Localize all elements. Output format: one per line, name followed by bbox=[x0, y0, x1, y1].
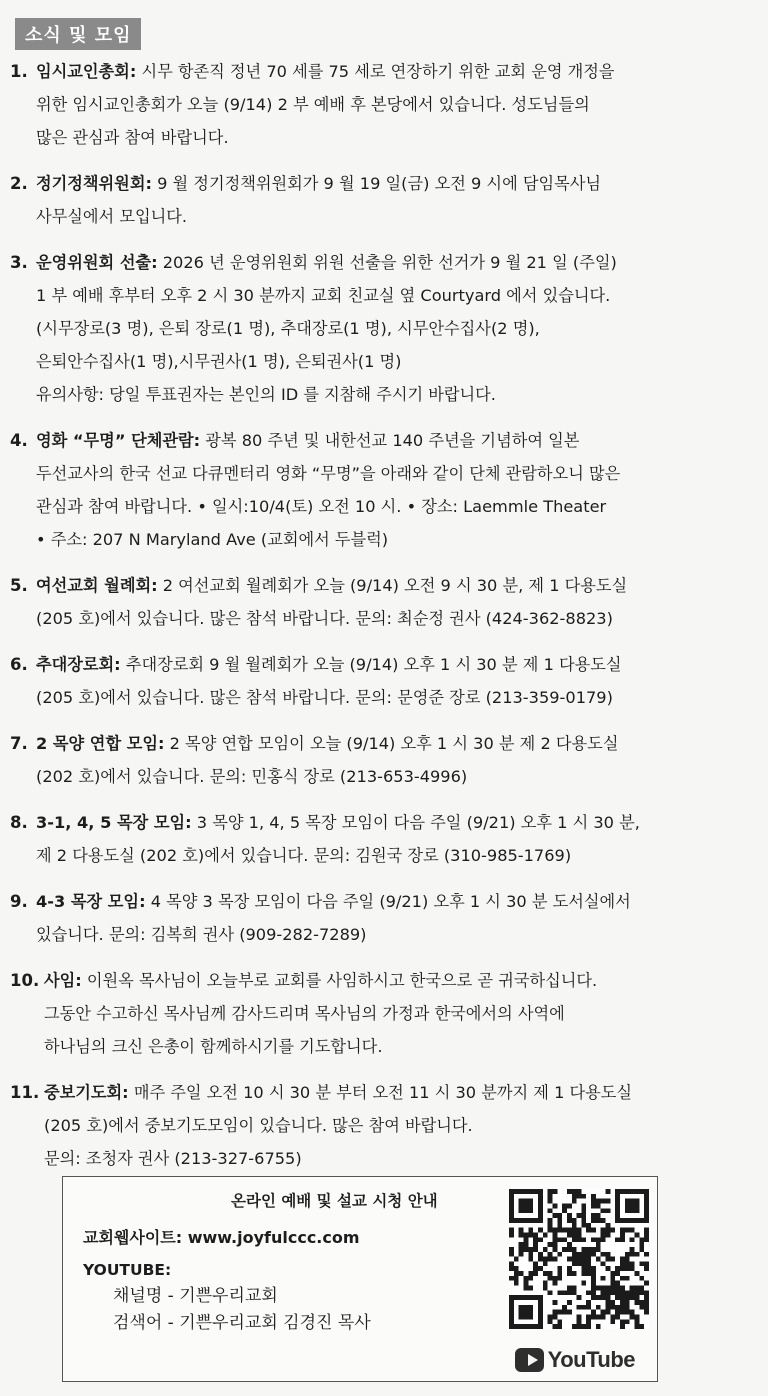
item-line bbox=[36, 648, 736, 681]
announcement-item bbox=[10, 964, 736, 1063]
item-title: 중보기도회: bbox=[44, 1083, 129, 1102]
item-line: (205 호)에서 있습니다. 많은 참석 바랍니다. 문의: 최순정 권사 (424-362-8823) bbox=[36, 609, 613, 628]
item-title: 임시교인총회: bbox=[36, 62, 137, 81]
item-line bbox=[44, 964, 736, 997]
item-title: 여선교회 월례회: bbox=[36, 576, 158, 595]
item-line: (202 호)에서 있습니다. 문의: 민홍식 장로 (213-653-4996) bbox=[36, 767, 468, 786]
item-title: 4-3 목장 모임: bbox=[36, 892, 146, 911]
item-text: 추대장로회 9 월 월례회가 오늘 (9/14) 오후 1 시 30 분 제 1 다용도실 bbox=[120, 655, 622, 674]
item-title: 추대장로회: bbox=[36, 655, 121, 674]
item-line: 사무실에서 모입니다. bbox=[36, 207, 188, 226]
announcement-item bbox=[10, 424, 736, 556]
item-number: 5. bbox=[10, 576, 28, 595]
item-body bbox=[36, 648, 736, 714]
item-title: 운영위원회 선출: bbox=[36, 253, 158, 272]
item-number: 9. bbox=[10, 892, 28, 911]
item-body bbox=[36, 246, 736, 411]
item-line bbox=[36, 55, 736, 88]
item-line bbox=[36, 246, 736, 279]
item-number: 3. bbox=[10, 253, 28, 272]
item-body bbox=[36, 727, 736, 793]
item-line bbox=[36, 424, 736, 457]
youtube-play-icon bbox=[515, 1348, 544, 1372]
item-title: 정기정책위원회: bbox=[36, 174, 152, 193]
item-body bbox=[36, 569, 736, 635]
section-header: 소식 및 모임 bbox=[15, 18, 141, 50]
item-body bbox=[44, 964, 736, 1063]
website-link[interactable]: 교회웹사이트: www.joyfulccc.com bbox=[83, 1228, 360, 1247]
announcement-item bbox=[10, 648, 736, 714]
item-number: 10. bbox=[10, 971, 40, 990]
qr-code-icon[interactable] bbox=[509, 1187, 649, 1331]
item-text: 9 월 정기정책위원회가 9 월 19 일(금) 오전 9 시에 담임목사님 bbox=[151, 174, 602, 193]
item-number: 4. bbox=[10, 431, 28, 450]
item-text: 4 목양 3 목장 모임이 다음 주일 (9/21) 오후 1 시 30 분 도서실에서 bbox=[145, 892, 631, 911]
youtube-info bbox=[113, 1283, 371, 1337]
item-text: 2026 년 운영위원회 위원 선출을 위한 선거가 9 월 21 일 (주일) bbox=[157, 253, 617, 272]
announcement-item bbox=[10, 885, 736, 951]
item-line bbox=[36, 167, 736, 200]
item-line: 유의사항: 당일 투표권자는 본인의 ID 를 지참해 주시기 바랍니다. bbox=[36, 385, 496, 404]
search-term: 검색어 - 기쁜우리교회 김경진 목사 bbox=[113, 1313, 371, 1333]
item-text: 매주 주일 오전 10 시 30 분 부터 오전 11 시 30 분까지 제 1 다용도실 bbox=[128, 1083, 633, 1102]
item-line bbox=[36, 885, 736, 918]
item-line bbox=[44, 1076, 736, 1109]
item-line: 두선교사의 한국 선교 다큐멘터리 영화 “무명”을 아래와 같이 단체 관람하오니 많은 bbox=[36, 464, 621, 483]
item-line: (205 호)에서 중보기도모임이 있습니다. 많은 참여 바랍니다. bbox=[44, 1116, 473, 1135]
item-line: 문의: 조청자 권사 (213-327-6755) bbox=[44, 1149, 302, 1168]
item-text: 광복 80 주년 및 내한선교 140 주년을 기념하여 일본 bbox=[200, 431, 580, 450]
item-line bbox=[36, 806, 736, 839]
item-text: 이원옥 목사님이 오늘부로 교회를 사임하시고 한국으로 곧 귀국하십니다. bbox=[81, 971, 598, 990]
announcement-item bbox=[10, 246, 736, 411]
item-text: 3 목양 1, 4, 5 목장 모임이 다음 주일 (9/21) 오후 1 시 30 분, bbox=[191, 813, 640, 832]
item-line bbox=[36, 569, 736, 602]
item-line bbox=[36, 727, 736, 760]
item-line: 위한 임시교인총회가 오늘 (9/14) 2 부 예배 후 본당에서 있습니다. 성도님들의 bbox=[36, 95, 590, 114]
item-line: 하나님의 크신 은총이 함께하시기를 기도합니다. bbox=[44, 1037, 383, 1056]
item-number: 8. bbox=[10, 813, 28, 832]
item-line: 1 부 예배 후부터 오후 2 시 30 분까지 교회 친교실 옆 Courtyard 에서 있습니다. bbox=[36, 286, 611, 305]
item-line: (시무장로(3 명), 은퇴 장로(1 명), 추대장로(1 명), 시무안수집사(2 명), bbox=[36, 319, 540, 338]
item-title: 사임: bbox=[44, 971, 82, 990]
item-text: 2 여선교회 월례회가 오늘 (9/14) 오전 9 시 30 분, 제 1 다용도실 bbox=[157, 576, 628, 595]
item-line: • 주소: 207 N Maryland Ave (교회에서 두블럭) bbox=[36, 530, 389, 549]
item-number: 1. bbox=[10, 62, 28, 81]
channel-name: 채널명 - 기쁜우리교회 bbox=[113, 1286, 278, 1306]
item-number: 2. bbox=[10, 174, 28, 193]
item-line: (205 호)에서 있습니다. 많은 참석 바랍니다. 문의: 문영준 장로 (213-359-0179) bbox=[36, 688, 613, 707]
item-line: 제 2 다용도실 (202 호)에서 있습니다. 문의: 김원국 장로 (310-985-1769) bbox=[36, 846, 572, 865]
item-number: 7. bbox=[10, 734, 28, 753]
online-worship-box bbox=[62, 1176, 658, 1382]
item-number: 11. bbox=[10, 1083, 40, 1102]
item-line: 많은 관심과 참여 바랍니다. bbox=[36, 128, 229, 147]
item-line: 은퇴안수집사(1 명),시무권사(1 명), 은퇴권사(1 명) bbox=[36, 352, 402, 371]
item-body bbox=[36, 424, 736, 556]
item-title: 2 목양 연합 모임: bbox=[36, 734, 165, 753]
announcement-list bbox=[10, 55, 736, 1188]
item-text: 2 목양 연합 모임이 오늘 (9/14) 오후 1 시 30 분 제 2 다용도실 bbox=[164, 734, 619, 753]
online-box-title: 온라인 예배 및 설교 시청 안내 bbox=[231, 1192, 438, 1210]
item-line: 있습니다. 문의: 김복희 권사 (909-282-7289) bbox=[36, 925, 367, 944]
item-title: 영화 “무명” 단체관람: bbox=[36, 431, 201, 450]
item-line: 그동안 수고하신 목사님께 감사드리며 목사님의 가정과 한국에서의 사역에 bbox=[44, 1004, 565, 1023]
item-body bbox=[36, 55, 736, 154]
youtube-wordmark: YouTube bbox=[547, 1347, 635, 1372]
item-body bbox=[36, 806, 736, 872]
announcement-item bbox=[10, 569, 736, 635]
announcement-item bbox=[10, 727, 736, 793]
item-line: 관심과 참여 바랍니다. • 일시:10/4(토) 오전 10 시. • 장소: Laemmle Theater bbox=[36, 497, 607, 516]
youtube-logo[interactable] bbox=[515, 1345, 635, 1375]
item-text: 시무 항존직 정년 70 세를 75 세로 연장하기 위한 교회 운영 개정을 bbox=[136, 62, 615, 81]
item-body bbox=[36, 167, 736, 233]
announcement-item bbox=[10, 1076, 736, 1175]
item-title: 3-1, 4, 5 목장 모임: bbox=[36, 813, 192, 832]
announcement-item bbox=[10, 55, 736, 154]
item-body bbox=[44, 1076, 736, 1175]
item-body bbox=[36, 885, 736, 951]
announcement-item bbox=[10, 167, 736, 233]
announcement-item bbox=[10, 806, 736, 872]
item-number: 6. bbox=[10, 655, 28, 674]
youtube-label: YOUTUBE: bbox=[83, 1261, 172, 1279]
